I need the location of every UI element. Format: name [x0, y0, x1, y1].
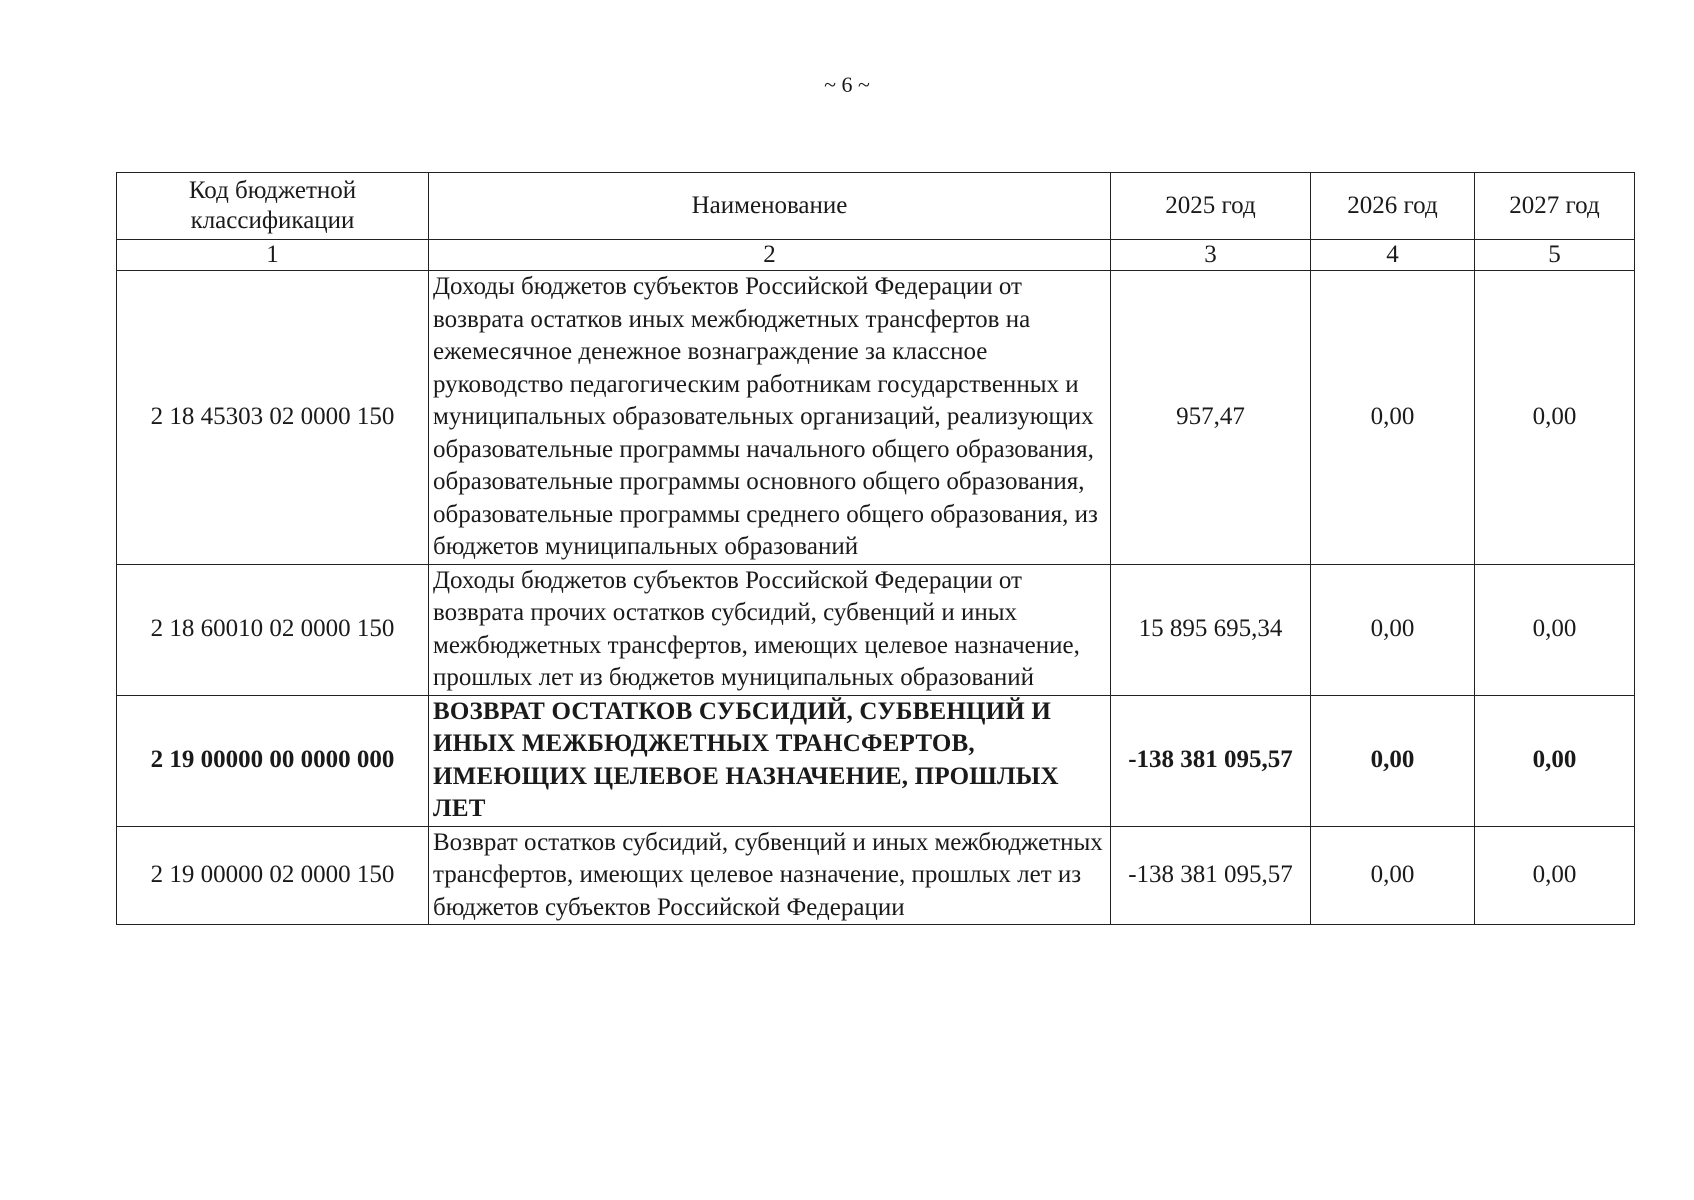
amount-2026-cell: 0,00 [1311, 271, 1475, 565]
amount-2025-cell: 15 895 695,34 [1111, 564, 1311, 695]
budget-code-cell: 2 18 45303 02 0000 150 [117, 271, 429, 565]
budget-code-cell: 2 19 00000 02 0000 150 [117, 826, 429, 925]
budget-table [116, 172, 1635, 925]
header-code: Код бюджетной классификации [117, 173, 429, 240]
name-cell: ВОЗВРАТ ОСТАТКОВ СУБСИДИЙ, СУБВЕНЦИЙ И ИНЫХ МЕЖБЮДЖЕТНЫХ ТРАНСФЕРТОВ, ИМЕЮЩИХ ЦЕЛЕВОЕ НАЗНАЧЕНИЕ, ПРОШЛЫХ ЛЕТ [429, 695, 1111, 826]
name-cell: Возврат остатков субсидий, субвенций и иных межбюджетных трансфертов, имеющих целевое назначение, прошлых лет из бюджетов субъектов Российской Федерации [429, 826, 1111, 925]
amount-2026-cell: 0,00 [1311, 564, 1475, 695]
header-name: Наименование [429, 173, 1111, 240]
column-number: 1 [117, 240, 429, 271]
name-cell: Доходы бюджетов субъектов Российской Федерации от возврата прочих остатков субсидий, субвенций и иных межбюджетных трансфертов, имеющих целевое назначение, прошлых лет из бюджетов муниципальных образований [429, 564, 1111, 695]
amount-2027-cell: 0,00 [1475, 826, 1635, 925]
amount-2025-cell: -138 381 095,57 [1111, 826, 1311, 925]
table-row [117, 564, 1635, 695]
table-row-section-total [117, 695, 1635, 826]
header-2026: 2026 год [1311, 173, 1475, 240]
name-cell: Доходы бюджетов субъектов Российской Федерации от возврата остатков иных межбюджетных трансфертов на ежемесячное денежное вознаграждение за классное руководство педагогическим работникам государственных и муниципальных образовательных организаций, реализующих образовательные программы начального общего образования, образовательные программы основного общего образования, образовательные программы среднего общего образования, из бюджетов муниципальных образований [429, 271, 1111, 565]
page-number: ~ 6 ~ [824, 72, 870, 97]
amount-2027-cell: 0,00 [1475, 564, 1635, 695]
amount-2026-cell: 0,00 [1311, 826, 1475, 925]
budget-code-cell: 2 18 60010 02 0000 150 [117, 564, 429, 695]
amount-2026-cell: 0,00 [1311, 695, 1475, 826]
column-number-row [117, 240, 1635, 271]
amount-2025-cell: 957,47 [1111, 271, 1311, 565]
header-2025: 2025 год [1111, 173, 1311, 240]
amount-2025-cell: -138 381 095,57 [1111, 695, 1311, 826]
amount-2027-cell: 0,00 [1475, 695, 1635, 826]
column-number: 4 [1311, 240, 1475, 271]
column-number: 2 [429, 240, 1111, 271]
column-number: 3 [1111, 240, 1311, 271]
amount-2027-cell: 0,00 [1475, 271, 1635, 565]
column-number: 5 [1475, 240, 1635, 271]
header-2027: 2027 год [1475, 173, 1635, 240]
header-row [117, 173, 1635, 240]
budget-code-cell: 2 19 00000 00 0000 000 [117, 695, 429, 826]
table-row [117, 826, 1635, 925]
table-row [117, 271, 1635, 565]
